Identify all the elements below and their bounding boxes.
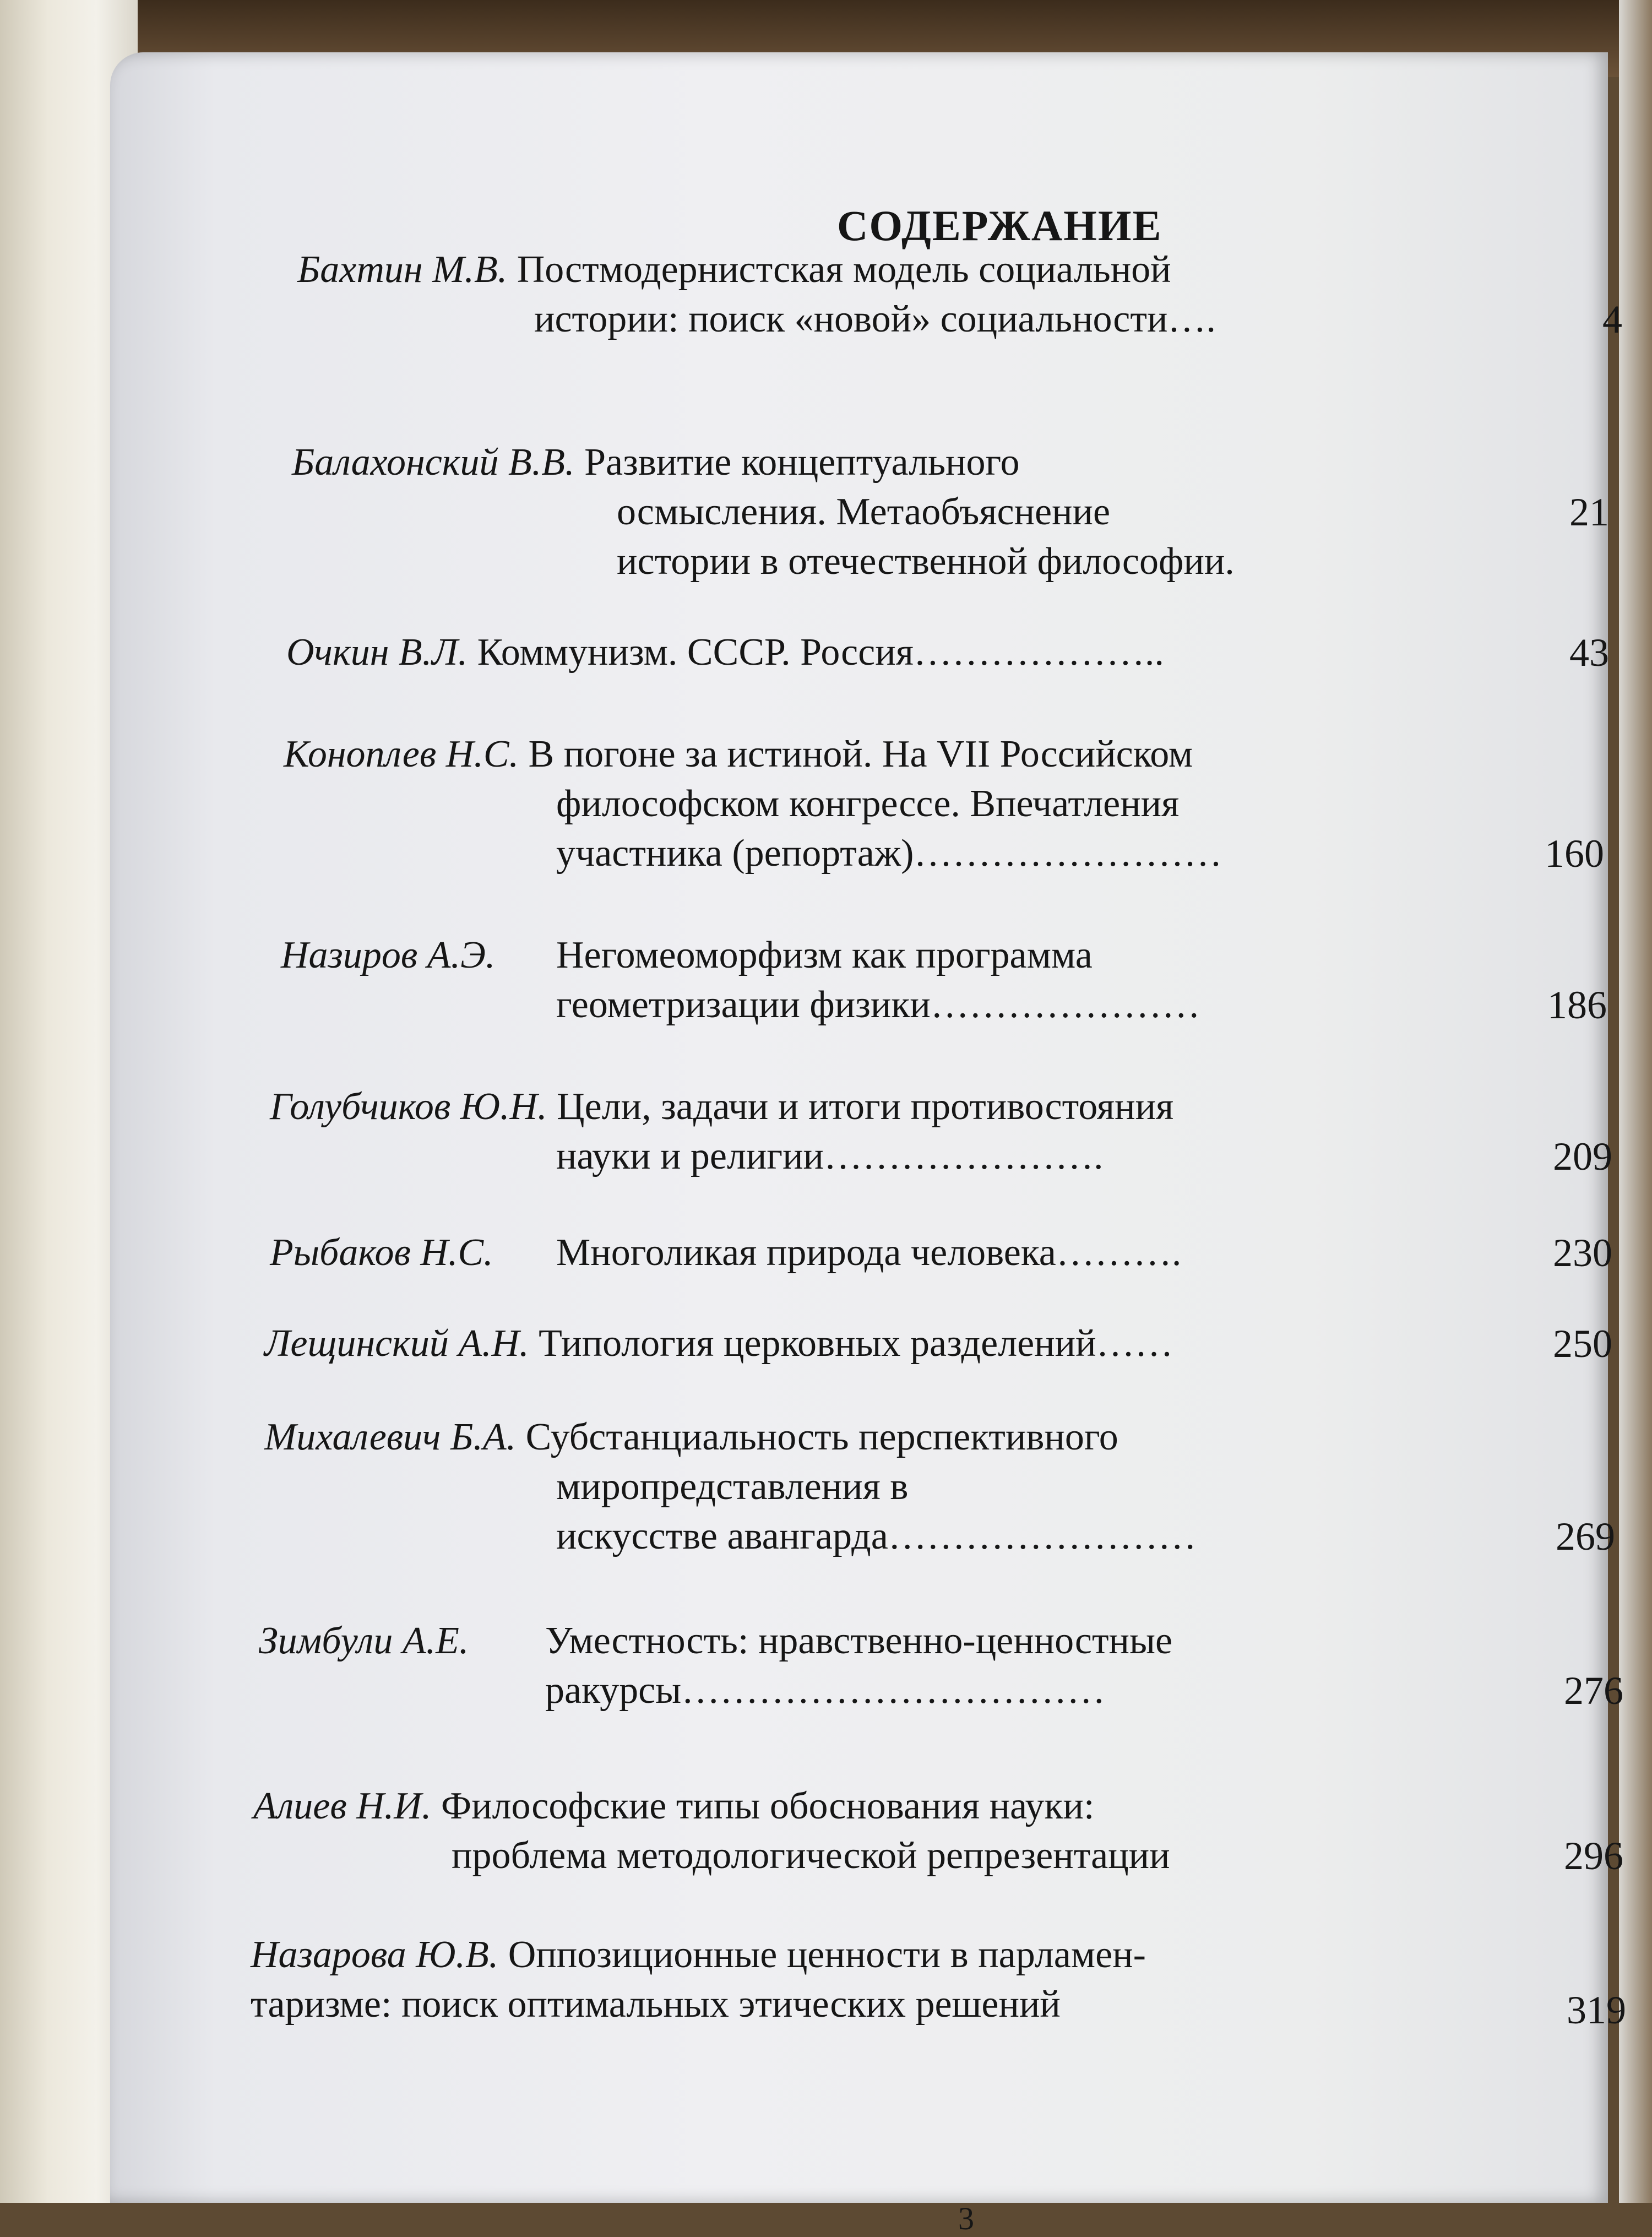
toc-title: СОДЕРЖАНИЕ <box>837 202 1162 249</box>
toc-author: Рыбаков Н.С. <box>270 1231 493 1274</box>
toc-entry-title: Постмодернистская модель социальной <box>517 248 1171 291</box>
toc-page-number: 250 <box>1553 1322 1612 1366</box>
toc-entry-title: Развитие концептуального <box>584 441 1020 484</box>
toc-author: Бахтин М.В. <box>297 248 508 291</box>
toc-entry-title: В погоне за истиной. На VII Российском <box>528 733 1193 775</box>
toc-entry-title-cont: осмысления. Метаобъяснение <box>617 491 1111 533</box>
toc-author: Балахонский В.В. <box>292 441 575 484</box>
toc-entry-title-cont: таризме: поиск оптимальных этических решений <box>251 1983 1061 2026</box>
toc-entry-title-cont: миропредставления в <box>556 1465 909 1508</box>
toc-entry-title-cont: философском конгрессе. Впечатления <box>556 783 1180 825</box>
toc-entry-title: Негомеоморфизм как программа <box>556 934 1093 976</box>
toc-page-number: 160 <box>1545 832 1604 876</box>
toc-author: Назиров А.Э. <box>281 934 496 976</box>
toc-entry-title-cont: ракурсы…………………………… <box>545 1669 1106 1712</box>
toc-page-number: 269 <box>1556 1514 1615 1559</box>
toc-author: Зимбули А.Е. <box>259 1620 469 1662</box>
book-page <box>110 52 1626 2236</box>
toc-page-number: 43 <box>1569 631 1609 675</box>
toc-author: Михалевич Б.А. <box>264 1416 517 1458</box>
book-right-edge <box>1619 0 1652 2203</box>
toc-entry-title-cont: науки и религии…………………. <box>556 1135 1104 1177</box>
toc-entry-title: Цели, задачи и итоги противостояния <box>557 1085 1174 1128</box>
toc-page-number: 186 <box>1547 983 1607 1027</box>
toc-page-number: 21 <box>1569 490 1609 534</box>
toc-entry-title-cont: истории в отечественной философии. <box>617 540 1235 583</box>
toc-page-number: 230 <box>1553 1231 1612 1275</box>
toc-page-number: 276 <box>1564 1669 1623 1713</box>
toc-entry-title-cont: проблема методологической репрезентации <box>452 1834 1170 1877</box>
page-folio-number: 3 <box>958 2201 974 2236</box>
toc-entry-title: Философские типы обоснования науки: <box>441 1785 1095 1827</box>
toc-author: Алиев Н.И. <box>253 1785 432 1827</box>
toc-author: Очкин В.Л. <box>286 631 468 674</box>
toc-entry-title: Оппозиционные ценности в парламен- <box>508 1934 1146 1976</box>
toc-entry-title: Субстанциальность перспективного <box>525 1416 1118 1458</box>
toc-page-number: 209 <box>1553 1134 1612 1179</box>
toc-entry-title: Коммунизм. СССР. Россия……………….. <box>477 631 1164 674</box>
toc-page-number: 319 <box>1567 1988 1626 2032</box>
toc-author: Голубчиков Ю.Н. <box>270 1085 547 1128</box>
toc-entry-title-cont: истории: поиск «новой» социальности…. <box>534 298 1216 340</box>
toc-entry-title: Уместность: нравственно-ценностные <box>545 1620 1173 1662</box>
toc-entry-title-cont: участника (репортаж)…………………… <box>556 832 1222 875</box>
toc-entry-title: Многоликая природа человека………. <box>556 1231 1182 1274</box>
toc-author: Назарова Ю.В. <box>251 1934 499 1976</box>
toc-entry-title: Типология церковных разделений…… <box>539 1322 1173 1365</box>
toc-entry-title-cont: искусстве авангарда…………………… <box>556 1515 1197 1557</box>
toc-page-number: 296 <box>1564 1834 1623 1878</box>
toc-author: Лещинский А.Н. <box>264 1322 529 1365</box>
toc-entry-title-cont: геометризации физики………………… <box>556 984 1200 1026</box>
toc-author: Коноплев Н.С. <box>284 733 519 775</box>
toc-page-number: 4 <box>1602 297 1622 341</box>
